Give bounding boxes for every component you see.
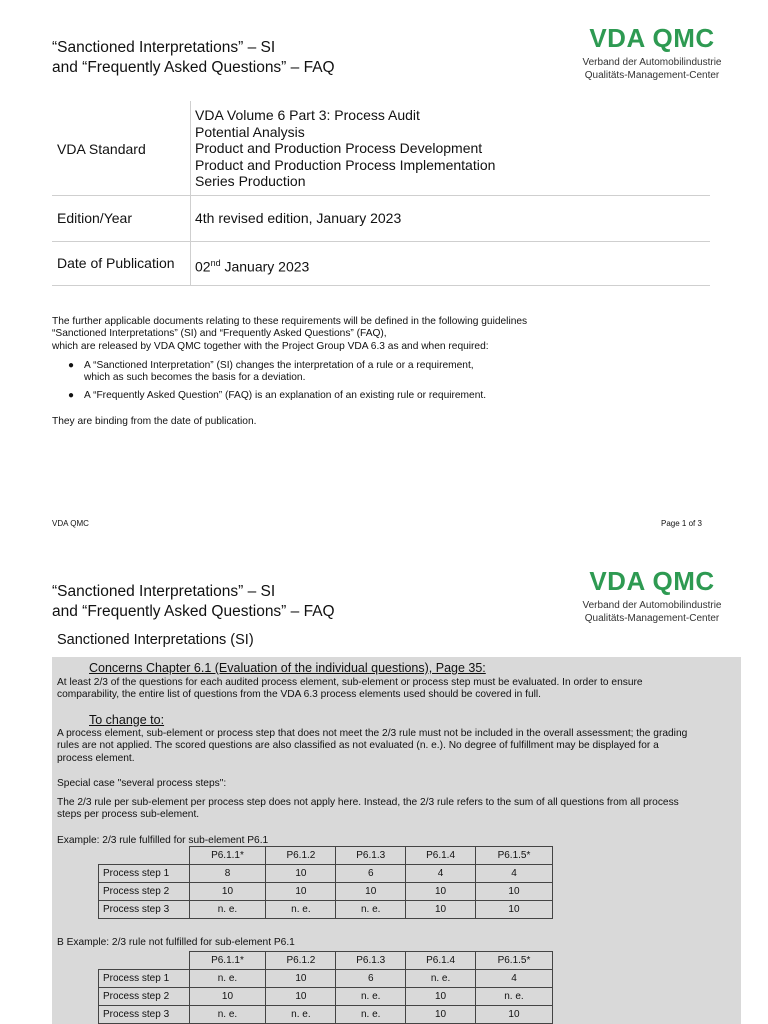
logo-main: VDA QMC (589, 566, 715, 596)
table-cell: Process step 3 (99, 901, 190, 919)
page2-title-line1: “Sanctioned Interpretations” – SI (52, 583, 276, 600)
logo-sub1: Verband der Automobilindustrie (582, 600, 722, 611)
concerns-line: comparability, the entire list of questions from the VDA 6.3 process elements used should be covered in full. (57, 689, 541, 701)
table-header-cell (99, 952, 190, 970)
change-heading: To change to: (89, 713, 165, 727)
table-cell: 4 (475, 865, 552, 883)
page1-logo (575, 24, 729, 82)
date-prefix: 02 (195, 258, 211, 275)
rule-line: steps per process sub-element. (57, 809, 200, 821)
table-cell: 8 (189, 865, 266, 883)
table-cell: n. e. (266, 901, 336, 919)
table-header-cell (99, 847, 190, 865)
table-cell: n. e. (189, 1006, 266, 1024)
concerns-line: At least 2/3 of the questions for each audited process element, sub-element or process step must be evaluated. In order to ensure (57, 677, 643, 688)
table-row (99, 1006, 553, 1024)
edition-label: Edition/Year (57, 210, 132, 226)
logo-main: VDA QMC (589, 23, 715, 53)
table-cell: n. e. (406, 970, 476, 988)
standard-label: VDA Standard (57, 141, 146, 157)
table-cell: 4 (475, 970, 552, 988)
table-cell: 10 (336, 883, 406, 901)
table-header-cell: P6.1.5* (475, 847, 552, 865)
table-header-cell: P6.1.3 (336, 847, 406, 865)
change-text (57, 728, 687, 765)
table-header-cell: P6.1.3 (336, 952, 406, 970)
table-cell: n. e. (266, 1006, 336, 1024)
table-header-row (99, 847, 553, 865)
example-b-caption: B Example: 2/3 rule not fulfilled for sub-element P6.1 (57, 937, 295, 948)
bullet-line: A “Sanctioned Interpretation” (SI) changes the interpretation of a rule or a requirement, (84, 360, 474, 371)
table-cell: n. e. (475, 988, 552, 1006)
table-cell: n. e. (189, 901, 266, 919)
page2-title (52, 582, 335, 622)
standard-value: Product and Production Process Development (195, 140, 483, 157)
table-cell: n. e. (336, 1006, 406, 1024)
intro-line: The further applicable documents relating to these requirements will be defined in the following guidelines (52, 316, 528, 327)
date-label: Date of Publication (57, 255, 175, 271)
table-cell: Process step 2 (99, 883, 190, 901)
logo-sub2: Qualitäts-Management-Center (584, 70, 720, 81)
section-heading: Sanctioned Interpretations (SI) (57, 632, 254, 648)
date-value (195, 255, 309, 275)
example-b-table (98, 951, 553, 1024)
table-header-cell: P6.1.4 (406, 847, 476, 865)
table-cell: 6 (336, 970, 406, 988)
footer-left: VDA QMC (52, 519, 89, 528)
page1-title-line1: “Sanctioned Interpretations” – SI (52, 39, 276, 56)
page1-title (52, 38, 335, 78)
intro-paragraph (52, 316, 527, 353)
table-header-cell: P6.1.2 (266, 847, 336, 865)
table-cell: 10 (475, 1006, 552, 1024)
change-line: A process element, sub-element or process step that does not meet the 2/3 rule must not be included in the overall assessment; the grading (57, 728, 688, 739)
logo-sub2: Qualitäts-Management-Center (584, 613, 720, 624)
table-header-row (99, 952, 553, 970)
footer-page-number: Page 1 of 3 (661, 519, 702, 528)
page2-title-line2: and “Frequently Asked Questions” – FAQ (52, 603, 335, 620)
page1-title-line2: and “Frequently Asked Questions” – FAQ (52, 59, 335, 76)
table-row (99, 883, 553, 901)
bullet-dot-icon: ● (68, 360, 75, 371)
table-header-cell: P6.1.1* (189, 847, 266, 865)
meta-divider-vertical (190, 101, 191, 286)
meta-divider-1 (52, 195, 710, 196)
table-cell: 10 (266, 970, 336, 988)
standard-value: Potential Analysis (195, 123, 305, 140)
date-suffix: January 2023 (220, 258, 310, 275)
table-cell: Process step 1 (99, 865, 190, 883)
meta-divider-2 (52, 241, 710, 242)
table-cell: n. e. (189, 970, 266, 988)
change-line: process element. (57, 752, 135, 764)
concerns-heading: Concerns Chapter 6.1 (Evaluation of the individual questions), Page 35: (89, 661, 486, 675)
table-cell: 10 (189, 988, 266, 1006)
bullet-item (68, 360, 474, 385)
table-cell: 10 (475, 901, 552, 919)
table-row (99, 988, 553, 1006)
binding-text: They are binding from the date of publication. (52, 416, 257, 427)
intro-line: which are released by VDA QMC together with the Project Group VDA 6.3 as and when required: (52, 340, 489, 352)
table-cell: 10 (266, 865, 336, 883)
table-cell: n. e. (336, 988, 406, 1006)
bullet-line: which as such becomes the basis for a deviation. (84, 372, 306, 384)
standard-value: Product and Production Process Implementation (195, 156, 496, 173)
example-a-table (98, 846, 553, 919)
table-cell: n. e. (336, 901, 406, 919)
example-a-caption: Example: 2/3 rule fulfilled for sub-element P6.1 (57, 835, 269, 846)
table-cell: Process step 2 (99, 988, 190, 1006)
table-cell: 10 (406, 883, 476, 901)
standard-value: VDA Volume 6 Part 3: Process Audit (195, 107, 420, 123)
table-header-cell: P6.1.4 (406, 952, 476, 970)
rule-line: The 2/3 rule per sub-element per process step does not apply here. Instead, the 2/3 rule refers to the sum of all questions from all process (57, 797, 679, 808)
bullet-item (68, 390, 486, 402)
date-sup: nd (210, 258, 221, 268)
table-header-cell: P6.1.5* (475, 952, 552, 970)
table-cell: 10 (189, 883, 266, 901)
table-cell: 10 (266, 883, 336, 901)
bullet-dot-icon: ● (68, 390, 75, 401)
logo-sub1: Verband der Automobilindustrie (582, 57, 722, 68)
table-cell: 4 (406, 865, 476, 883)
table-cell: 10 (406, 1006, 476, 1024)
table-cell: 10 (406, 901, 476, 919)
bullet-line: A “Frequently Asked Question” (FAQ) is an explanation of an existing rule or requirement. (84, 390, 487, 401)
table-cell: Process step 1 (99, 970, 190, 988)
page2-logo (575, 567, 729, 625)
table-cell: 10 (266, 988, 336, 1006)
rule-text (57, 797, 679, 822)
table-header-cell: P6.1.2 (266, 952, 336, 970)
intro-line: “Sanctioned Interpretations” (SI) and “Frequently Asked Questions” (FAQ), (52, 328, 387, 340)
standard-value: Series Production (195, 173, 306, 190)
table-row (99, 901, 553, 919)
table-row (99, 865, 553, 883)
table-cell: 10 (475, 883, 552, 901)
standard-values (195, 107, 495, 190)
table-cell: 6 (336, 865, 406, 883)
table-cell: 10 (406, 988, 476, 1006)
table-row (99, 970, 553, 988)
meta-divider-3 (52, 285, 710, 286)
table-header-cell: P6.1.1* (189, 952, 266, 970)
special-case: Special case "several process steps": (57, 778, 227, 789)
table-cell: Process step 3 (99, 1006, 190, 1024)
concerns-text (57, 677, 643, 702)
change-line: rules are not applied. The scored questions are also classified as not evaluated (n. e.). No degree of fulfillment may be displayed for a (57, 740, 659, 752)
edition-value: 4th revised edition, January 2023 (195, 210, 402, 226)
